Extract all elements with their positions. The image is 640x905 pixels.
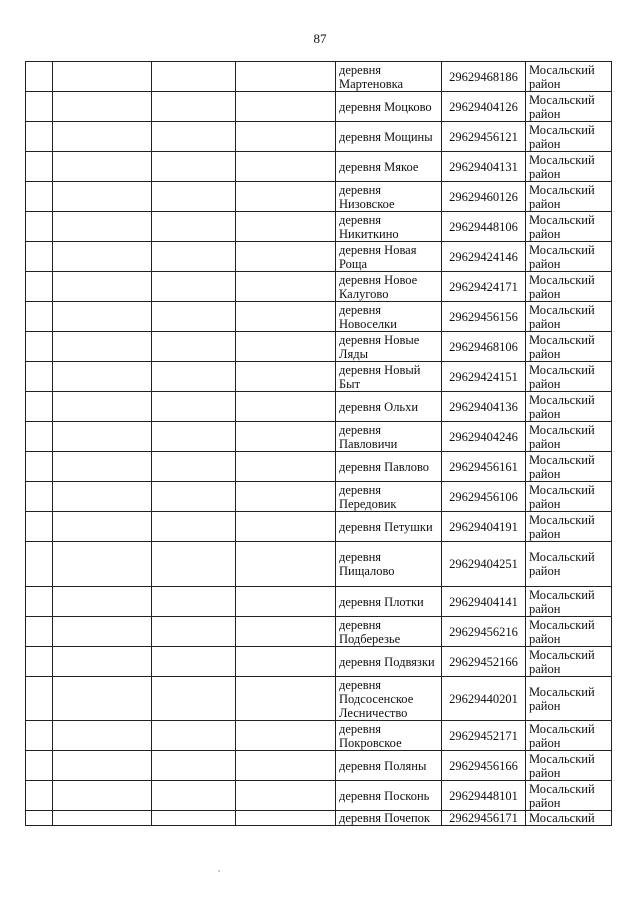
empty-cell — [152, 751, 236, 781]
table-row — [26, 781, 612, 811]
empty-cell — [152, 482, 236, 512]
empty-cell — [152, 452, 236, 482]
settlement-name: деревня Петушки — [336, 512, 442, 542]
oktmo-code: 29629468106 — [442, 332, 526, 362]
settlement-name: деревня Плотки — [336, 587, 442, 617]
empty-cell — [236, 422, 336, 452]
empty-cell — [236, 482, 336, 512]
empty-cell — [26, 272, 53, 302]
empty-cell — [236, 62, 336, 92]
empty-cell — [152, 422, 236, 452]
empty-cell — [53, 512, 152, 542]
empty-cell — [236, 452, 336, 482]
empty-cell — [26, 811, 53, 826]
oktmo-code: 29629468186 — [442, 62, 526, 92]
settlement-name: деревня Посконь — [336, 781, 442, 811]
settlement-name: деревня Павловичи — [336, 422, 442, 452]
settlement-name: деревня Мякое — [336, 152, 442, 182]
empty-cell — [53, 452, 152, 482]
empty-cell — [53, 482, 152, 512]
oktmo-code: 29629452171 — [442, 721, 526, 751]
district-name: Мосальский район — [526, 677, 612, 721]
empty-cell — [53, 152, 152, 182]
settlement-name: деревня Поляны — [336, 751, 442, 781]
district-name: Мосальский район — [526, 587, 612, 617]
oktmo-code: 29629404251 — [442, 542, 526, 587]
empty-cell — [26, 751, 53, 781]
empty-cell — [152, 587, 236, 617]
table-row — [26, 677, 612, 721]
settlement-name: деревня Новые Ляды — [336, 332, 442, 362]
empty-cell — [26, 122, 53, 152]
empty-cell — [53, 392, 152, 422]
empty-cell — [26, 482, 53, 512]
empty-cell — [152, 362, 236, 392]
table-row — [26, 212, 612, 242]
oktmo-code: 29629404126 — [442, 92, 526, 122]
table-row — [26, 811, 612, 826]
table-row — [26, 482, 612, 512]
empty-cell — [236, 392, 336, 422]
table-row — [26, 122, 612, 152]
table-row — [26, 617, 612, 647]
empty-cell — [152, 92, 236, 122]
empty-cell — [152, 781, 236, 811]
district-name: Мосальский район — [526, 452, 612, 482]
district-name: Мосальский район — [526, 647, 612, 677]
empty-cell — [236, 677, 336, 721]
empty-cell — [236, 182, 336, 212]
empty-cell — [236, 542, 336, 587]
district-name: Мосальский район — [526, 362, 612, 392]
table-row — [26, 512, 612, 542]
settlement-name: деревня Пищалово — [336, 542, 442, 587]
oktmo-code: 29629452166 — [442, 647, 526, 677]
empty-cell — [152, 272, 236, 302]
empty-cell — [53, 811, 152, 826]
empty-cell — [236, 617, 336, 647]
oktmo-code: 29629456171 — [442, 811, 526, 826]
table-row — [26, 362, 612, 392]
table-row — [26, 152, 612, 182]
empty-cell — [152, 182, 236, 212]
empty-cell — [53, 647, 152, 677]
empty-cell — [152, 212, 236, 242]
oktmo-code: 29629404131 — [442, 152, 526, 182]
district-name: Мосальский район — [526, 242, 612, 272]
oktmo-code: 29629404191 — [442, 512, 526, 542]
empty-cell — [26, 182, 53, 212]
empty-cell — [53, 182, 152, 212]
settlement-name: деревня Мощины — [336, 122, 442, 152]
settlement-name: деревня Моцково — [336, 92, 442, 122]
empty-cell — [26, 92, 53, 122]
empty-cell — [26, 362, 53, 392]
district-name: Мосальский район — [526, 182, 612, 212]
oktmo-code: 29629404136 — [442, 392, 526, 422]
empty-cell — [26, 781, 53, 811]
empty-cell — [236, 302, 336, 332]
empty-cell — [236, 122, 336, 152]
settlement-name: деревня Почепок — [336, 811, 442, 826]
empty-cell — [53, 542, 152, 587]
empty-cell — [236, 92, 336, 122]
district-name: Мосальский район — [526, 422, 612, 452]
district-name: Мосальский район — [526, 512, 612, 542]
district-name: Мосальский район — [526, 542, 612, 587]
empty-cell — [53, 122, 152, 152]
empty-cell — [152, 721, 236, 751]
empty-cell — [26, 62, 53, 92]
empty-cell — [53, 781, 152, 811]
empty-cell — [53, 212, 152, 242]
district-name: Мосальский — [526, 811, 612, 826]
empty-cell — [26, 512, 53, 542]
table-row — [26, 542, 612, 587]
empty-cell — [53, 62, 152, 92]
empty-cell — [26, 392, 53, 422]
settlement-name: деревня Покровское — [336, 721, 442, 751]
empty-cell — [26, 647, 53, 677]
empty-cell — [236, 242, 336, 272]
table-row — [26, 647, 612, 677]
empty-cell — [236, 781, 336, 811]
oktmo-code: 29629424146 — [442, 242, 526, 272]
empty-cell — [236, 811, 336, 826]
settlement-name: деревня Подвязки — [336, 647, 442, 677]
page-number: 87 — [313, 31, 327, 46]
empty-cell — [26, 587, 53, 617]
table-row — [26, 302, 612, 332]
empty-cell — [26, 212, 53, 242]
oktmo-code: 29629456156 — [442, 302, 526, 332]
district-name: Мосальский район — [526, 212, 612, 242]
settlement-name: деревня Новая Роща — [336, 242, 442, 272]
empty-cell — [236, 647, 336, 677]
table-row — [26, 721, 612, 751]
empty-cell — [26, 242, 53, 272]
district-name: Мосальский район — [526, 122, 612, 152]
empty-cell — [26, 302, 53, 332]
table-row — [26, 242, 612, 272]
table-row — [26, 182, 612, 212]
settlement-name: деревня Павлово — [336, 452, 442, 482]
empty-cell — [26, 332, 53, 362]
district-name: Мосальский район — [526, 272, 612, 302]
empty-cell — [152, 152, 236, 182]
empty-cell — [152, 392, 236, 422]
empty-cell — [53, 272, 152, 302]
settlement-name: деревня Подберезье — [336, 617, 442, 647]
empty-cell — [152, 62, 236, 92]
empty-cell — [53, 332, 152, 362]
empty-cell — [53, 92, 152, 122]
empty-cell — [152, 811, 236, 826]
table-row — [26, 272, 612, 302]
district-name: Мосальский район — [526, 392, 612, 422]
empty-cell — [236, 587, 336, 617]
table-row — [26, 422, 612, 452]
settlement-name: деревня Подсосенское Лесничество — [336, 677, 442, 721]
oktmo-code: 29629456161 — [442, 452, 526, 482]
empty-cell — [152, 617, 236, 647]
settlement-name: деревня Новоселки — [336, 302, 442, 332]
empty-cell — [152, 677, 236, 721]
district-name: Мосальский район — [526, 152, 612, 182]
oktmo-code: 29629424171 — [442, 272, 526, 302]
empty-cell — [236, 272, 336, 302]
oktmo-code: 29629456121 — [442, 122, 526, 152]
table-row — [26, 62, 612, 92]
oktmo-code: 29629456106 — [442, 482, 526, 512]
table-row — [26, 332, 612, 362]
oktmo-code: 29629460126 — [442, 182, 526, 212]
empty-cell — [53, 721, 152, 751]
table-row — [26, 452, 612, 482]
empty-cell — [53, 677, 152, 721]
settlements-table — [25, 61, 612, 826]
empty-cell — [236, 721, 336, 751]
empty-cell — [26, 677, 53, 721]
empty-cell — [236, 512, 336, 542]
oktmo-code: 29629404141 — [442, 587, 526, 617]
empty-cell — [236, 212, 336, 242]
empty-cell — [53, 362, 152, 392]
oktmo-code: 29629456216 — [442, 617, 526, 647]
district-name: Мосальский район — [526, 617, 612, 647]
empty-cell — [152, 122, 236, 152]
oktmo-code: 29629456166 — [442, 751, 526, 781]
empty-cell — [26, 617, 53, 647]
table-row — [26, 92, 612, 122]
settlement-name: деревня Ольхи — [336, 392, 442, 422]
empty-cell — [26, 721, 53, 751]
district-name: Мосальский район — [526, 751, 612, 781]
empty-cell — [26, 542, 53, 587]
district-name: Мосальский район — [526, 721, 612, 751]
district-name: Мосальский район — [526, 92, 612, 122]
district-name: Мосальский район — [526, 62, 612, 92]
oktmo-code: 29629448106 — [442, 212, 526, 242]
empty-cell — [152, 302, 236, 332]
empty-cell — [53, 242, 152, 272]
settlement-name: деревня Новое Калугово — [336, 272, 442, 302]
settlement-name: деревня Мартеновка — [336, 62, 442, 92]
empty-cell — [236, 332, 336, 362]
scan-speck — [218, 870, 220, 872]
empty-cell — [236, 751, 336, 781]
settlement-name: деревня Никиткино — [336, 212, 442, 242]
oktmo-code: 29629424151 — [442, 362, 526, 392]
empty-cell — [152, 647, 236, 677]
settlement-name: деревня Новый Быт — [336, 362, 442, 392]
empty-cell — [53, 587, 152, 617]
empty-cell — [152, 332, 236, 362]
empty-cell — [236, 362, 336, 392]
empty-cell — [53, 422, 152, 452]
district-name: Мосальский район — [526, 781, 612, 811]
table-row — [26, 392, 612, 422]
district-name: Мосальский район — [526, 332, 612, 362]
settlement-name: деревня Передовик — [336, 482, 442, 512]
empty-cell — [236, 152, 336, 182]
empty-cell — [26, 452, 53, 482]
empty-cell — [152, 242, 236, 272]
district-name: Мосальский район — [526, 482, 612, 512]
settlement-name: деревня Низовское — [336, 182, 442, 212]
empty-cell — [53, 751, 152, 781]
empty-cell — [152, 512, 236, 542]
district-name: Мосальский район — [526, 302, 612, 332]
empty-cell — [53, 617, 152, 647]
empty-cell — [26, 422, 53, 452]
oktmo-code: 29629440201 — [442, 677, 526, 721]
table-row — [26, 751, 612, 781]
empty-cell — [152, 542, 236, 587]
empty-cell — [53, 302, 152, 332]
empty-cell — [26, 152, 53, 182]
oktmo-code: 29629448101 — [442, 781, 526, 811]
table-row — [26, 587, 612, 617]
oktmo-code: 29629404246 — [442, 422, 526, 452]
